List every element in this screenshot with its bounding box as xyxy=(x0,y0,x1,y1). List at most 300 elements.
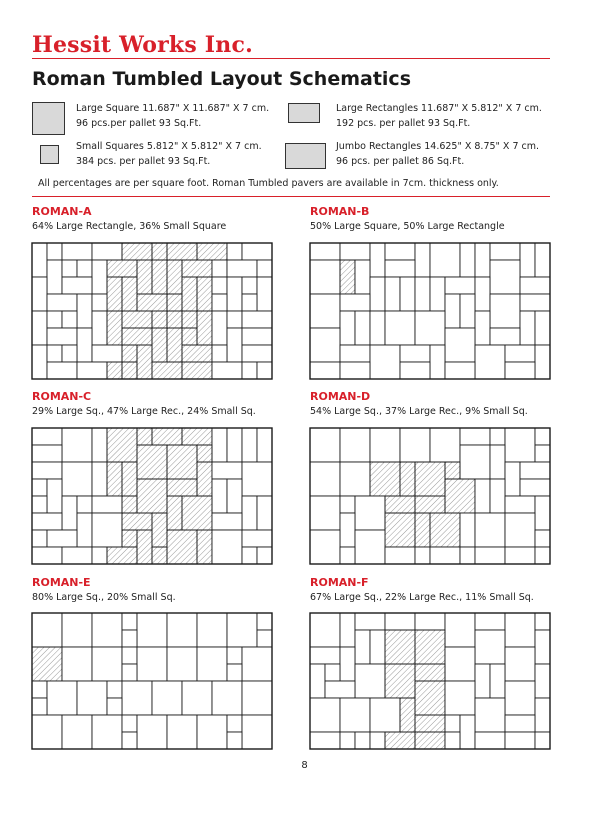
roman-d-paver-39 xyxy=(355,530,385,564)
roman-c-paver-7 xyxy=(212,428,227,462)
roman-a-paver-67 xyxy=(212,345,227,362)
roman-b-paver-29 xyxy=(520,294,550,311)
roman-c-paver-40 xyxy=(92,513,122,547)
roman-e-paver-0 xyxy=(32,613,62,647)
roman-d-paver-47 xyxy=(505,547,535,564)
roman-e-title: ROMAN-E xyxy=(32,576,91,589)
roman-c-paver-50 xyxy=(212,530,242,564)
roman-e-paver-18 xyxy=(227,647,242,664)
roman-a-paver-47 xyxy=(182,311,197,328)
roman-a-paver-33 xyxy=(77,294,92,328)
roman-d-paver-34 xyxy=(430,513,460,547)
roman-a-paver-71 xyxy=(107,362,122,379)
roman-b-paver-11 xyxy=(310,260,340,294)
roman-c-paver-35 xyxy=(182,496,212,530)
roman-c-paver-28 xyxy=(227,479,242,513)
roman-c-paver-57 xyxy=(242,547,257,564)
roman-a-paver-42 xyxy=(92,311,107,345)
roman-e-paver-31 xyxy=(32,698,47,715)
legend-jumbo-rectangle xyxy=(336,139,539,169)
roman-f-paver-36 xyxy=(535,698,550,732)
roman-e-paver-32 xyxy=(107,698,122,715)
roman-e-paver-6 xyxy=(197,613,227,647)
roman-e-paver-14 xyxy=(122,647,137,664)
roman-f-paver-48 xyxy=(475,732,505,749)
roman-a-paver-69 xyxy=(47,362,77,379)
roman-a-paver-29 xyxy=(227,277,242,311)
roman-f-paver-24 xyxy=(475,664,490,698)
roman-b-paver-34 xyxy=(415,311,445,345)
roman-f-paver-15 xyxy=(310,647,340,664)
roman-b-paver-32 xyxy=(370,311,385,345)
roman-b-paver-12 xyxy=(340,260,355,294)
roman-d-paver-13 xyxy=(340,462,370,496)
roman-e-subtitle: 80% Large Sq., 20% Small Sq. xyxy=(32,592,176,603)
roman-a-title: ROMAN-A xyxy=(32,205,92,218)
header-divider xyxy=(32,58,550,59)
roman-c-paver-43 xyxy=(212,513,242,530)
roman-a-paver-76 xyxy=(242,362,257,379)
roman-e-paver-5 xyxy=(167,613,197,647)
roman-f-paver-20 xyxy=(325,664,340,681)
roman-c-paver-44 xyxy=(32,530,47,547)
roman-d-paver-36 xyxy=(475,513,505,547)
roman-e-paver-29 xyxy=(212,681,242,715)
roman-a-paver-0 xyxy=(32,243,47,277)
roman-f-paver-42 xyxy=(340,732,355,749)
roman-a-paver-11 xyxy=(62,260,77,277)
roman-e-paver-8 xyxy=(257,613,272,630)
roman-b-paver-16 xyxy=(370,277,385,311)
roman-b-paver-19 xyxy=(415,277,430,311)
roman-b-paver-18 xyxy=(400,277,415,311)
roman-e-paver-4 xyxy=(137,613,167,647)
roman-f-paver-31 xyxy=(310,698,340,732)
roman-e-paver-41 xyxy=(242,715,272,749)
roman-e-paver-15 xyxy=(137,647,167,681)
roman-d-paver-32 xyxy=(385,513,415,547)
roman-e-paver-13 xyxy=(92,647,122,681)
roman-c-paver-38 xyxy=(32,513,62,530)
roman-b-paver-17 xyxy=(385,277,400,311)
roman-d-paver-38 xyxy=(310,530,340,564)
roman-b-subtitle: 50% Large Square, 50% Large Rectangle xyxy=(310,221,505,232)
roman-c-paver-26 xyxy=(167,479,197,496)
roman-a-paver-38 xyxy=(242,294,257,311)
roman-d-paver-27 xyxy=(385,496,415,513)
roman-a-paver-32 xyxy=(47,294,77,311)
roman-f-paver-19 xyxy=(310,664,325,698)
roman-d-paver-37 xyxy=(505,513,535,547)
roman-c-paver-19 xyxy=(122,462,137,496)
roman-e-paver-3 xyxy=(122,613,137,630)
roman-f-paver-4 xyxy=(415,613,445,630)
roman-d-paver-16 xyxy=(415,462,445,496)
roman-f-paver-5 xyxy=(445,613,475,647)
roman-c-paver-55 xyxy=(107,547,137,564)
percentage-note: All percentages are per square foot. Roman Tumbled pavers are available in 7cm. thickness only. xyxy=(38,178,499,189)
roman-e-paver-40 xyxy=(227,715,242,732)
roman-e-paver-9 xyxy=(122,630,137,647)
roman-e-paver-25 xyxy=(107,681,122,698)
roman-d-paver-29 xyxy=(505,496,535,513)
roman-a-paver-35 xyxy=(137,294,167,311)
roman-b-paver-23 xyxy=(520,277,550,294)
roman-e-paver-20 xyxy=(122,664,137,681)
roman-f-paver-40 xyxy=(505,715,535,732)
roman-c-paver-32 xyxy=(92,496,122,513)
roman-e-paver-34 xyxy=(62,715,92,749)
roman-f-paver-17 xyxy=(445,647,475,681)
roman-e-paver-16 xyxy=(167,647,197,681)
roman-a-paver-22 xyxy=(32,277,47,311)
roman-b-paver-25 xyxy=(340,294,370,311)
roman-f-title: ROMAN-F xyxy=(310,576,369,589)
roman-b-paver-52 xyxy=(505,362,535,379)
roman-c-paver-22 xyxy=(242,462,272,496)
roman-e-paver-43 xyxy=(227,732,242,749)
roman-b-paver-2 xyxy=(370,243,385,277)
roman-a-schematic xyxy=(30,240,274,382)
roman-c-paver-9 xyxy=(242,428,257,462)
roman-b-paver-37 xyxy=(535,311,550,345)
roman-c-paver-1 xyxy=(62,428,92,462)
roman-b-paver-3 xyxy=(385,243,415,260)
roman-e-paver-42 xyxy=(122,732,137,749)
roman-a-paver-48 xyxy=(197,311,212,345)
roman-a-paver-5 xyxy=(152,243,167,260)
roman-b-paver-28 xyxy=(490,294,520,328)
roman-c-paver-12 xyxy=(137,445,167,479)
roman-a-paver-3 xyxy=(92,243,122,260)
jumbo-rectangle-swatch xyxy=(285,143,326,169)
roman-f-schematic xyxy=(308,610,552,752)
roman-e-paver-12 xyxy=(62,647,92,681)
roman-a-paver-27 xyxy=(197,277,212,311)
roman-a-paver-62 xyxy=(62,345,77,362)
roman-d-paver-6 xyxy=(490,428,505,445)
roman-d-paver-7 xyxy=(505,428,535,462)
roman-d-paver-21 xyxy=(475,479,490,513)
roman-d-paver-26 xyxy=(355,496,385,530)
roman-d-paver-35 xyxy=(460,513,475,547)
roman-b-paver-47 xyxy=(535,345,550,379)
large-rectangle-swatch xyxy=(288,103,320,123)
roman-b-paver-20 xyxy=(430,277,445,311)
roman-c-paver-29 xyxy=(32,496,47,513)
roman-a-paver-58 xyxy=(227,328,242,362)
roman-d-paver-8 xyxy=(535,428,550,445)
roman-a-paver-34 xyxy=(92,294,107,311)
roman-b-paver-51 xyxy=(445,362,475,379)
roman-b-paver-24 xyxy=(310,294,340,328)
roman-b-title: ROMAN-B xyxy=(310,205,370,218)
roman-a-paver-15 xyxy=(137,260,152,294)
roman-b-paver-0 xyxy=(310,243,340,260)
legend-jumbo-rectangle-name: Jumbo Rectangles 14.625" X 8.75" X 7 cm. xyxy=(336,141,540,152)
roman-c-paver-15 xyxy=(32,462,62,479)
roman-f-paver-50 xyxy=(535,732,550,749)
roman-e-paver-28 xyxy=(182,681,212,715)
roman-d-paver-22 xyxy=(490,479,505,513)
roman-b-paver-33 xyxy=(385,311,415,345)
roman-c-paver-24 xyxy=(47,479,62,513)
roman-a-paver-66 xyxy=(182,345,212,362)
page-number: 8 xyxy=(301,760,308,771)
roman-f-paver-8 xyxy=(535,613,550,630)
roman-b-paver-21 xyxy=(445,277,475,294)
roman-a-paver-21 xyxy=(257,260,272,277)
legend-jumbo-rectangle-detail: 96 pcs. per pallet 86 Sq.Ft. xyxy=(336,156,465,167)
roman-d-paver-20 xyxy=(445,479,475,513)
roman-f-paver-10 xyxy=(370,630,385,664)
roman-b-paver-41 xyxy=(340,345,370,362)
roman-f-paver-6 xyxy=(475,613,505,630)
roman-a-paver-4 xyxy=(122,243,152,260)
section-divider xyxy=(32,196,550,197)
roman-f-paver-12 xyxy=(415,630,445,664)
roman-c-paver-37 xyxy=(257,496,272,530)
roman-c-paver-23 xyxy=(32,479,47,496)
roman-f-paver-25 xyxy=(490,664,505,698)
roman-c-paver-36 xyxy=(242,496,257,530)
roman-f-paver-47 xyxy=(445,732,460,749)
roman-c-paver-30 xyxy=(62,496,77,530)
roman-b-paver-40 xyxy=(490,328,520,345)
roman-a-paver-46 xyxy=(167,311,182,328)
roman-c-paver-54 xyxy=(92,547,107,564)
roman-e-paver-11 xyxy=(32,647,62,681)
roman-d-paver-41 xyxy=(340,547,355,564)
roman-e-paver-35 xyxy=(92,715,122,749)
roman-f-paver-37 xyxy=(415,715,445,732)
roman-d-paver-45 xyxy=(460,547,475,564)
roman-d-paver-30 xyxy=(535,496,550,530)
roman-c-paver-34 xyxy=(167,496,182,530)
roman-b-paver-48 xyxy=(310,362,340,379)
roman-d-paver-2 xyxy=(370,428,400,462)
roman-f-paver-28 xyxy=(415,681,445,715)
roman-f-paver-16 xyxy=(340,647,355,681)
roman-e-paver-1 xyxy=(62,613,92,647)
roman-f-paver-13 xyxy=(475,630,505,664)
roman-d-subtitle: 54% Large Sq., 37% Large Rec., 9% Small Sq. xyxy=(310,406,528,417)
roman-a-paver-59 xyxy=(242,328,272,345)
roman-f-paver-11 xyxy=(385,630,415,664)
roman-c-paver-49 xyxy=(197,530,212,564)
roman-c-paver-39 xyxy=(77,513,92,547)
roman-f-paver-14 xyxy=(535,630,550,664)
roman-c-paver-46 xyxy=(122,530,137,547)
roman-f-paver-35 xyxy=(475,698,505,732)
roman-c-paver-21 xyxy=(212,462,242,479)
roman-d-paver-48 xyxy=(535,547,550,564)
roman-c-paver-5 xyxy=(152,428,182,445)
roman-f-paver-43 xyxy=(355,732,370,749)
roman-b-schematic xyxy=(308,240,552,382)
roman-b-paver-5 xyxy=(430,243,460,277)
roman-c-paver-14 xyxy=(197,445,212,462)
roman-f-paver-39 xyxy=(460,715,475,749)
roman-d-paver-19 xyxy=(520,462,550,479)
roman-c-paver-33 xyxy=(122,496,137,513)
roman-d-paver-31 xyxy=(340,513,355,547)
roman-f-paver-0 xyxy=(310,613,340,647)
company-name: Hessit Works Inc. xyxy=(32,32,253,58)
roman-a-paver-10 xyxy=(47,260,62,294)
roman-d-paver-14 xyxy=(370,462,400,496)
roman-a-paver-54 xyxy=(122,328,152,345)
roman-c-paver-8 xyxy=(227,428,242,462)
roman-b-paver-43 xyxy=(400,345,430,362)
roman-a-paver-65 xyxy=(137,345,152,379)
roman-a-paver-74 xyxy=(182,362,212,379)
roman-d-paver-12 xyxy=(310,462,340,496)
roman-e-paver-26 xyxy=(122,681,152,715)
roman-c-paver-58 xyxy=(257,547,272,564)
roman-a-paver-53 xyxy=(77,328,92,362)
roman-d-title: ROMAN-D xyxy=(310,390,371,403)
roman-c-title: ROMAN-C xyxy=(32,390,92,403)
roman-b-paver-7 xyxy=(475,243,490,277)
roman-b-paver-49 xyxy=(340,362,370,379)
roman-f-paver-27 xyxy=(325,681,355,698)
roman-b-paver-6 xyxy=(460,243,475,277)
roman-a-paver-52 xyxy=(47,328,77,345)
roman-b-paver-44 xyxy=(430,345,445,379)
roman-d-paver-43 xyxy=(415,547,430,564)
roman-f-paver-38 xyxy=(445,715,460,732)
roman-a-paver-6 xyxy=(167,243,197,260)
roman-e-paver-21 xyxy=(227,664,242,681)
roman-a-paver-24 xyxy=(107,277,122,311)
roman-b-paver-31 xyxy=(355,311,370,345)
roman-a-paver-7 xyxy=(197,243,227,260)
roman-c-paver-42 xyxy=(152,513,167,547)
roman-d-paver-24 xyxy=(310,496,340,530)
roman-f-paver-34 xyxy=(400,698,415,732)
legend-large-rectangle-detail: 192 pcs. per pallet 93 Sq.Ft. xyxy=(336,118,471,129)
roman-a-paver-18 xyxy=(182,260,212,277)
roman-a-paver-39 xyxy=(32,311,47,345)
roman-e-paver-7 xyxy=(227,613,257,647)
roman-c-paver-20 xyxy=(197,462,212,496)
roman-c-schematic xyxy=(30,425,274,567)
roman-d-paver-1 xyxy=(340,428,370,462)
roman-d-paver-44 xyxy=(430,547,460,564)
roman-e-paver-24 xyxy=(77,681,107,715)
roman-d-paver-5 xyxy=(460,428,490,445)
roman-f-paver-29 xyxy=(445,681,475,715)
roman-a-paver-40 xyxy=(47,311,62,328)
roman-f-paver-23 xyxy=(415,664,445,681)
roman-f-paver-1 xyxy=(340,613,355,647)
roman-c-paver-2 xyxy=(92,428,107,462)
roman-f-paver-9 xyxy=(355,630,370,664)
roman-d-paver-28 xyxy=(415,496,445,513)
roman-b-paver-50 xyxy=(400,362,430,379)
roman-a-paver-50 xyxy=(227,311,242,328)
roman-c-paver-48 xyxy=(167,530,197,564)
roman-a-paver-2 xyxy=(62,243,92,260)
roman-a-paver-57 xyxy=(182,328,197,345)
roman-f-paver-32 xyxy=(340,698,370,732)
roman-e-paver-30 xyxy=(242,681,272,715)
roman-a-paver-45 xyxy=(152,311,167,328)
roman-d-paver-0 xyxy=(310,428,340,462)
roman-a-paver-77 xyxy=(257,362,272,379)
roman-a-paver-37 xyxy=(212,294,227,311)
roman-c-paver-56 xyxy=(152,547,167,564)
roman-c-paver-51 xyxy=(242,530,272,547)
roman-b-paver-1 xyxy=(340,243,370,260)
roman-a-paver-19 xyxy=(212,260,227,277)
page-title: Roman Tumbled Layout Schematics xyxy=(32,68,412,90)
roman-e-paver-39 xyxy=(197,715,227,749)
roman-a-paver-23 xyxy=(62,277,92,294)
roman-a-paver-17 xyxy=(167,260,182,294)
roman-a-paver-13 xyxy=(92,260,107,294)
roman-b-paver-15 xyxy=(490,260,520,294)
roman-c-paver-27 xyxy=(212,479,227,513)
roman-c-paver-31 xyxy=(77,496,92,513)
roman-a-paver-73 xyxy=(152,362,182,379)
roman-d-paver-11 xyxy=(535,445,550,462)
roman-f-subtitle: 67% Large Sq., 22% Large Rec., 11% Small Sq. xyxy=(310,592,534,603)
roman-a-subtitle: 64% Large Rectangle, 36% Small Square xyxy=(32,221,227,232)
roman-a-paver-20 xyxy=(227,260,257,277)
roman-f-paver-30 xyxy=(505,681,535,715)
roman-c-paver-3 xyxy=(107,428,137,462)
roman-a-paver-64 xyxy=(122,345,137,362)
roman-c-paver-53 xyxy=(62,547,92,564)
roman-f-paver-44 xyxy=(370,732,385,749)
roman-b-paver-35 xyxy=(475,311,490,345)
legend-large-square-detail: 96 pcs.per pallet 93 Sq.Ft. xyxy=(76,118,202,129)
roman-c-paver-4 xyxy=(137,428,152,445)
roman-c-paver-25 xyxy=(137,479,167,513)
legend-large-rectangle xyxy=(336,101,542,131)
roman-f-paver-3 xyxy=(385,613,415,630)
roman-e-paver-27 xyxy=(152,681,182,715)
small-square-swatch xyxy=(40,145,59,164)
roman-b-paver-26 xyxy=(445,294,460,328)
roman-f-paver-46 xyxy=(415,732,445,749)
roman-a-paver-55 xyxy=(152,328,167,362)
roman-c-paver-6 xyxy=(182,428,212,445)
roman-b-paver-42 xyxy=(370,345,400,379)
roman-f-paver-22 xyxy=(385,664,415,698)
roman-d-paver-25 xyxy=(340,496,355,513)
roman-d-paver-46 xyxy=(475,547,505,564)
roman-b-paver-10 xyxy=(535,243,550,277)
roman-a-paver-75 xyxy=(212,362,242,379)
roman-a-paver-51 xyxy=(242,311,272,328)
roman-f-paver-33 xyxy=(370,698,400,732)
roman-d-schematic xyxy=(308,425,552,567)
roman-e-paver-33 xyxy=(32,715,62,749)
roman-a-paver-61 xyxy=(47,345,62,362)
roman-a-paver-14 xyxy=(107,260,137,277)
roman-b-paver-13 xyxy=(355,260,370,294)
roman-d-paver-15 xyxy=(400,462,415,496)
roman-a-paver-16 xyxy=(152,260,167,294)
large-square-swatch xyxy=(32,102,65,135)
roman-c-paver-52 xyxy=(32,547,62,564)
roman-a-paver-70 xyxy=(77,362,107,379)
legend-small-square-name: Small Squares 5.812" X 5.812" X 7 cm. xyxy=(76,141,262,152)
roman-c-paver-13 xyxy=(167,445,197,479)
